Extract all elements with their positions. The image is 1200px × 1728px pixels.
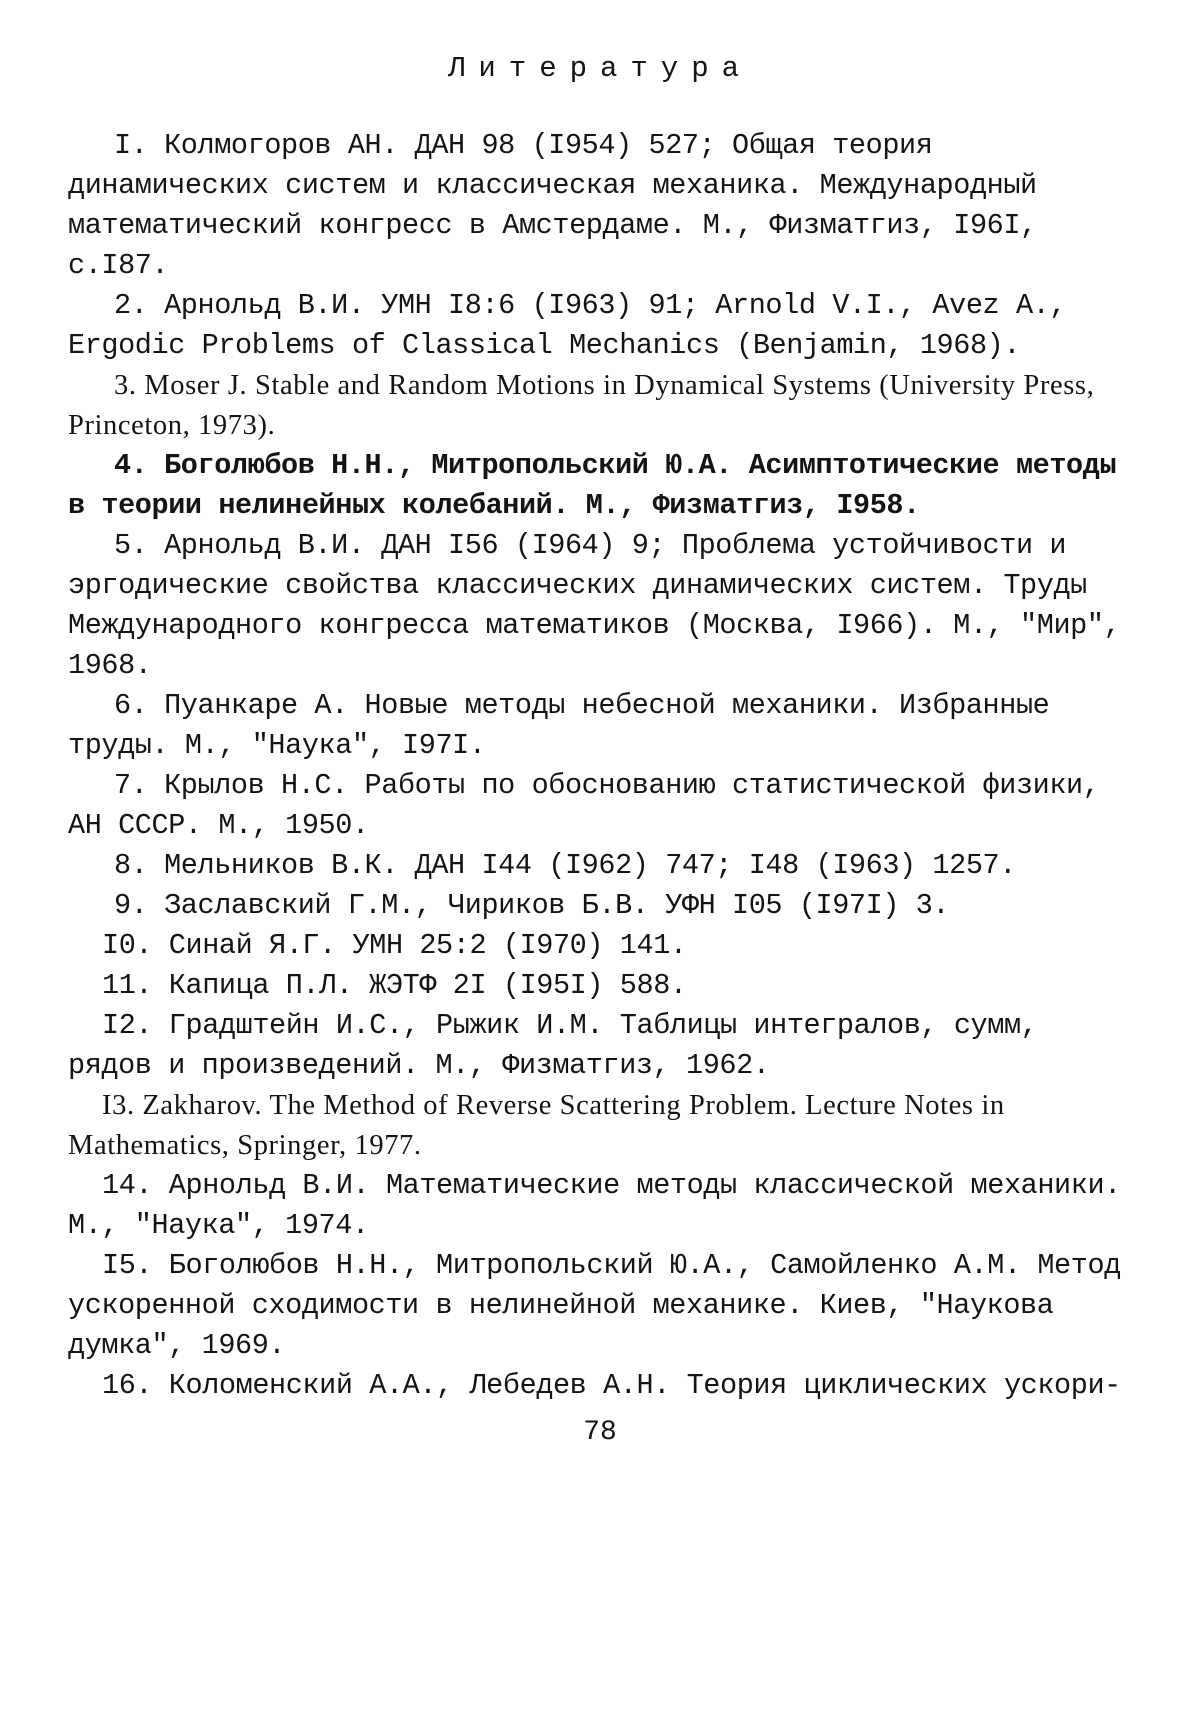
reference-item-13: I3. Zakharov. The Method of Reverse Scattering Problem. Lecture Notes in Mathematics, Springer, 1977. xyxy=(68,1090,1005,1161)
reference-item-3: 3. Moser J. Stable and Random Motions in Dynamical Systems (University Press, Princeton, 1973). xyxy=(68,370,1095,441)
reference-item-12: I2. Градштейн И.С., Рыжик И.М. Таблицы интегралов, сумм, рядов и произведений. М., Физматгиз, 1962. xyxy=(68,1009,1038,1082)
reference-item-6: 6. Пуанкаре А. Новые методы небесной механики. Избранные труды. М., "Наука", I97I. xyxy=(68,689,1050,762)
reference-item-5: 5. Арнольд В.И. ДАН I56 (I964) 9; Проблема устойчивости и эргодические свойства классических динамических систем. Труды Международного конгресса математиков (Москва, I966). М., "Мир", 1968. xyxy=(68,529,1121,682)
reference-item-10: I0. Синай Я.Г. УМН 25:2 (I970) 141. xyxy=(102,929,687,962)
reference-item-11: 11. Капица П.Л. ЖЭТФ 2I (I95I) 588. xyxy=(102,969,687,1002)
reference-list xyxy=(68,126,1128,1406)
reference-item-7: 7. Крылов Н.С. Работы по обоснованию статистической физики, АН СССР. М., 1950. xyxy=(68,769,1100,842)
reference-item-14: 14. Арнольд В.И. Математические методы классической механики. М., "Наука", 1974. xyxy=(68,1169,1121,1242)
reference-item-15: I5. Боголюбов Н.Н., Митропольский Ю.А., Самойленко А.М. Метод ускоренной сходимости в нелинейной механике. Киев, "Наукова думка", 1969. xyxy=(68,1249,1121,1362)
reference-item-9: 9. Заславский Г.М., Чириков Б.В. УФН I05 (I97I) 3. xyxy=(114,889,950,922)
reference-item-8: 8. Мельников В.К. ДАН I44 (I962) 747; I48 (I963) 1257. xyxy=(114,849,1016,882)
reference-item-1: I. Колмогоров АН. ДАН 98 (I954) 527; Общая теория динамических систем и классическая механика. Международный математический конгресс в Амстердаме. М., Физматгиз, I96I, с.I87. xyxy=(68,129,1037,282)
reference-item-2: 2. Арнольд В.И. УМН I8:6 (I963) 91; Arnold V.I., Avez A., Ergodic Problems of Classical Mechanics (Benjamin, 1968). xyxy=(68,289,1067,362)
reference-item-4: 4. Боголюбов Н.Н., Митропольский Ю.А. Асимптотические методы в теории нелинейных колебаний. М., Физматгиз, I958. xyxy=(68,449,1117,522)
reference-item-16: 16. Коломенский А.А., Лебедев А.Н. Теория циклических ускори- xyxy=(102,1369,1121,1402)
page-number: 78 xyxy=(583,1417,617,1448)
page-title: Литература xyxy=(447,52,753,85)
